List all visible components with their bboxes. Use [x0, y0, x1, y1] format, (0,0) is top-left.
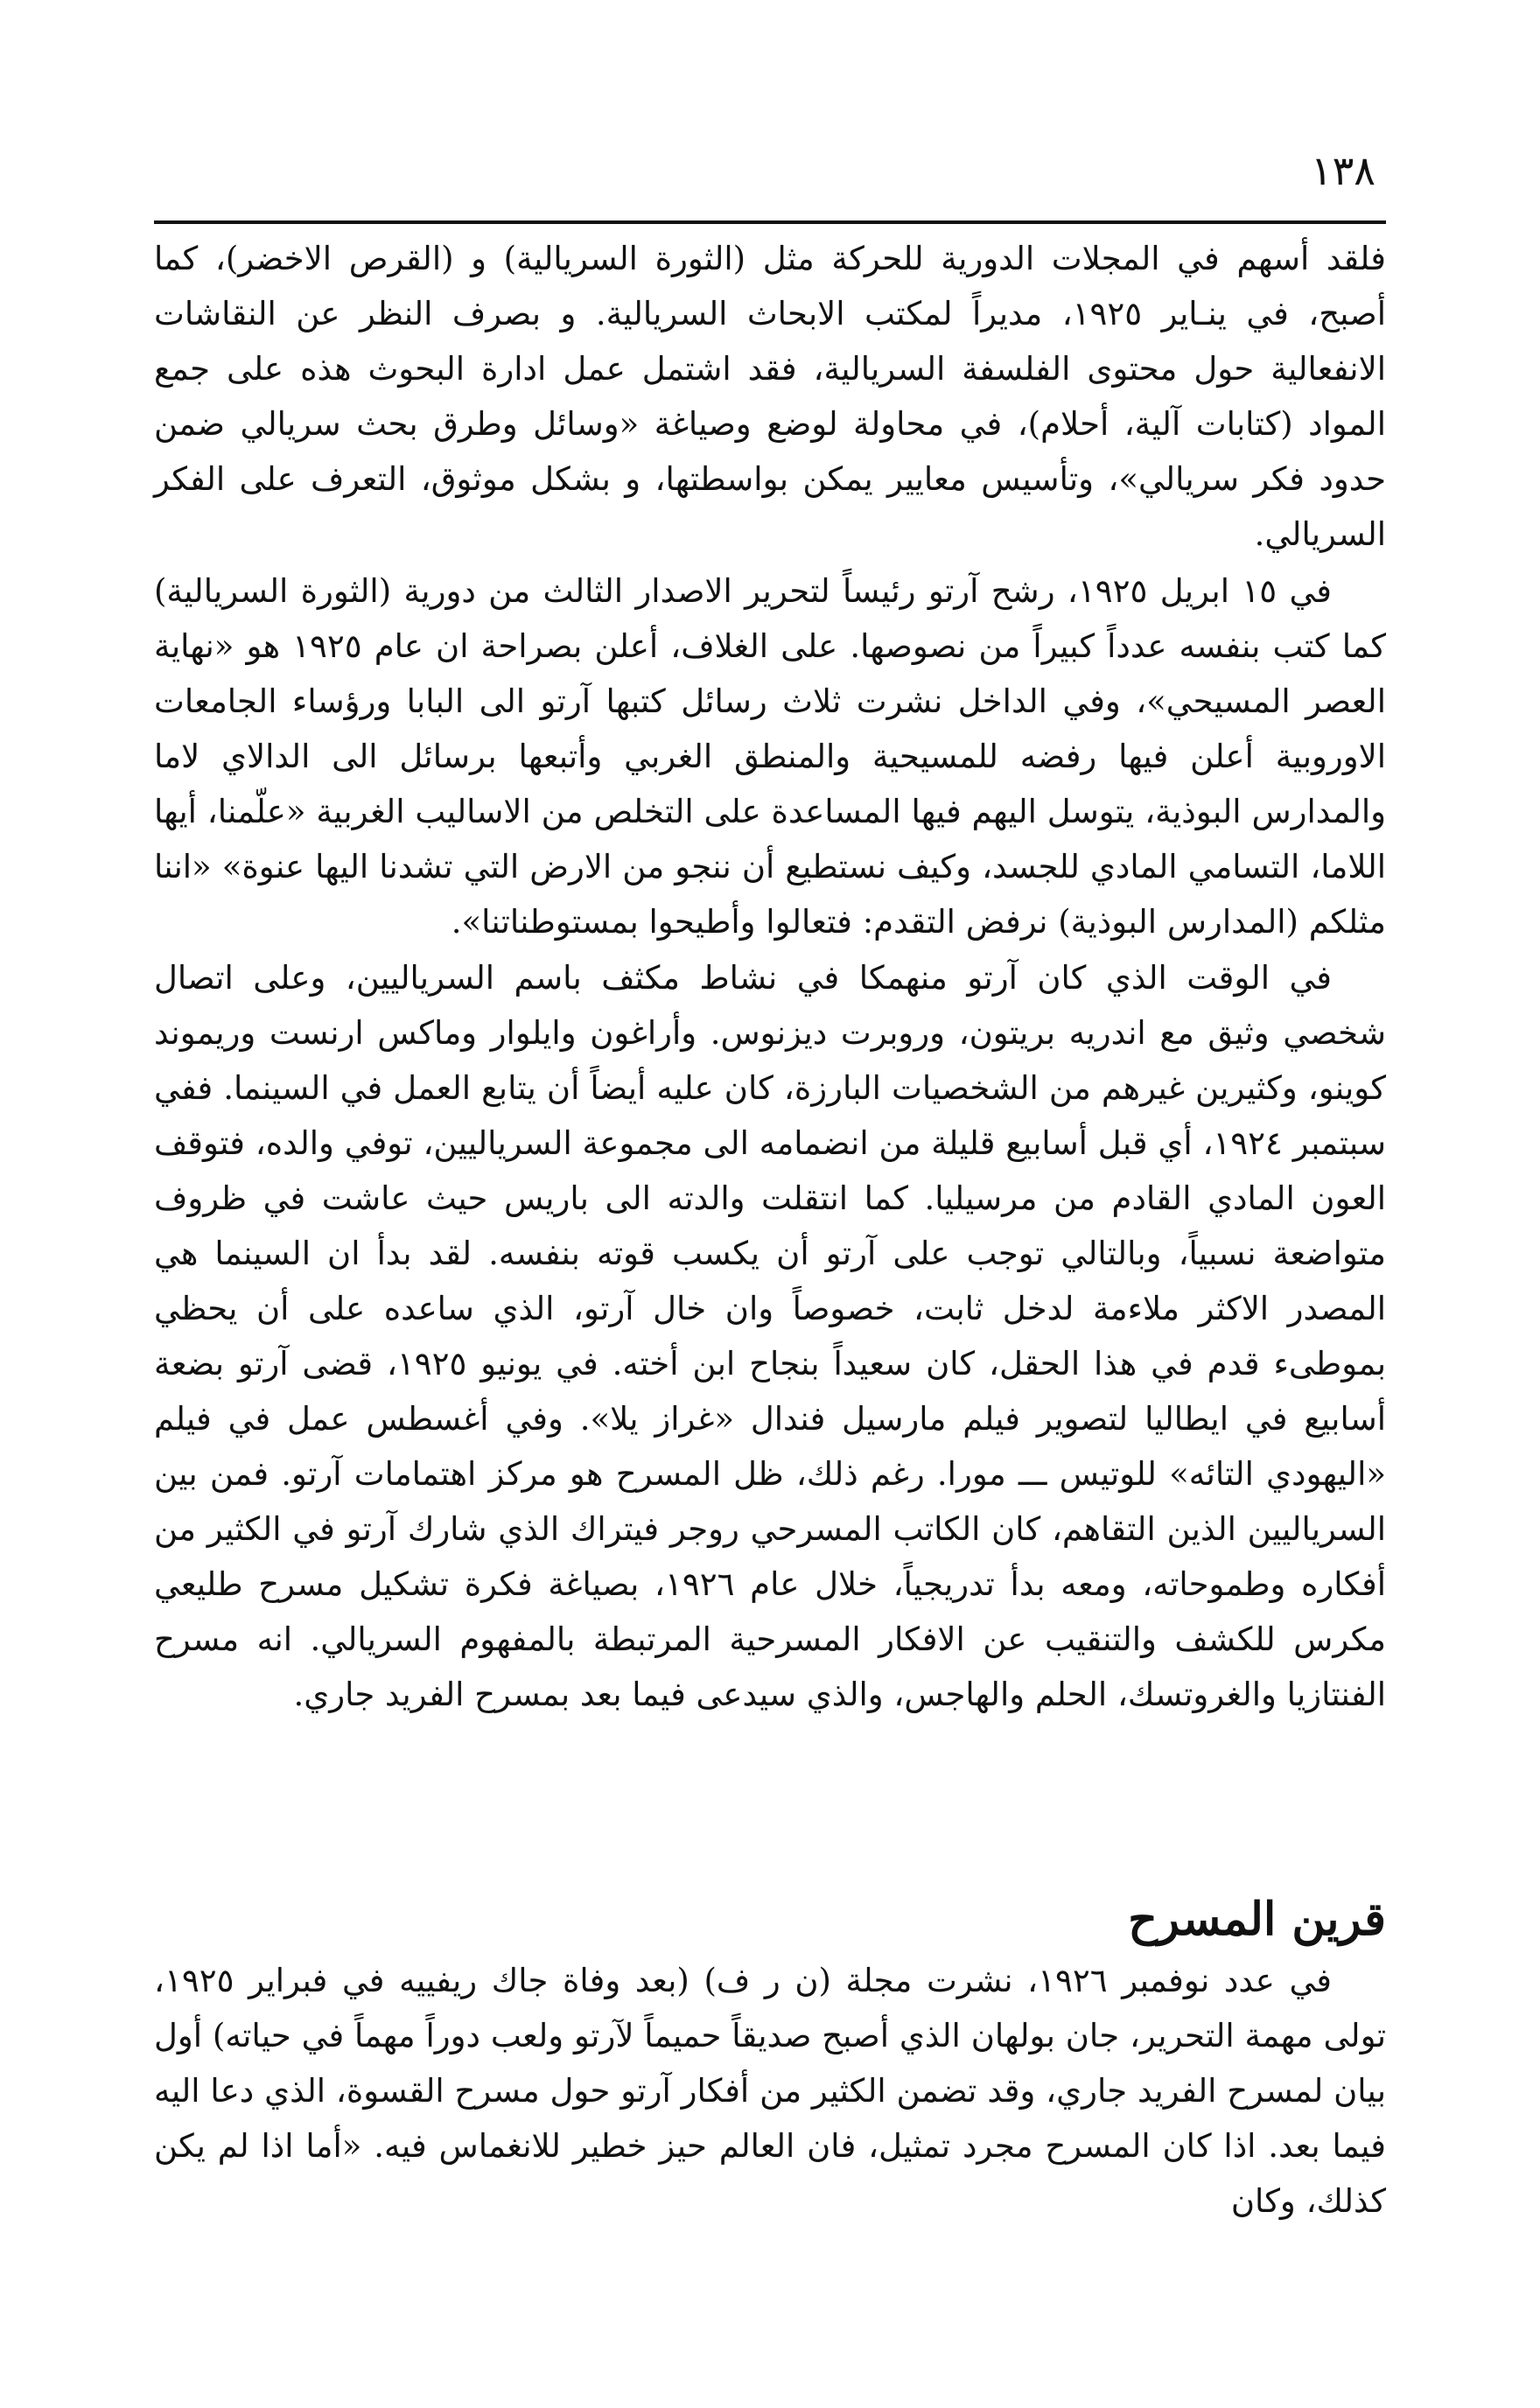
paragraph-text: في الوقت الذي كان آرتو منهمكا في نشاط مكثف باسم السرياليين، وعلى اتصال شخصي وثيق مع اندريه بريتون، وروبرت ديزنوس. وأراغون وايلوار وماكس ارنست وريموند كوينو، وكثيرين غيرهم من الشخصيات البارزة، كان عليه أيضاً أن يتابع العمل في السينما. ففي سبتمبر ١٩٢٤، أي قبل أسابيع قليلة من انضمامه الى مجموعة السرياليين، توفي والده، فتوقف العون المادي القادم من مرسيليا. كما انتقلت والدته الى باريس حيث عاشت في ظروف متواضعة نسبياً، وبالتالي توجب على آرتو أن يكسب قوته بنفسه. لقد بدأ ان السينما هي المصدر الاكثر ملاءمة لدخل ثابت، خصوصاً وان خال آرتو، الذي ساعده على أن يحظي بموطىء قدم في هذا الحقل، كان سعيداً بنجاح ابن أخته. في يونيو ١٩٢٥، قضى آرتو بضعة أسابيع في ايطاليا لتصوير فيلم مارسيل فندال «غراز يلا». وفي أغسطس عمل في فيلم «اليهودي التائه» للوتيس ـــ مورا. رغم ذلك، ظل المسرح هو مركز اهتمامات آرتو. فمن بين السرياليين الذين التقاهم، كان الكاتب المسرحي روجر فيتراك الذي شارك آرتو في الكثير من أفكاره وطموحاته، ومعه بدأ تدريجياً، خلال عام ١٩٢٦، بصياغة فكرة تشكيل مسرح طليعي مكرس للكشف والتنقيب عن الافكار المسرحية المرتبطة بالمفهوم السريالي. انه مسرح الفنتازيا والغروتسك، الحلم والهاجس، والذي سيدعى فيما بعد بمسرح الفريد جاري. — [154, 959, 1387, 1713]
paragraph-2 — [154, 564, 1386, 949]
paragraph-1 — [154, 231, 1386, 562]
section-paragraph — [154, 1953, 1386, 2229]
section-heading: قرين المسرح — [1128, 1893, 1386, 1946]
paragraph-text: فلقد أسهم في المجلات الدورية للحركة مثل (الثورة السريالية) و (القرص الاخضر)، كما أصبح، في ينـاير ١٩٢٥، مديراً لمكتب الابحاث السريالية. و بصرف النظر عن النقاشات الانفعالية حول محتوى الفلسفة السريالية، فقد اشتمل عمل ادارة البحوث هذه على جمع المواد (كتابات آلية، أحلام)، في محاولة لوضع وصياغة «وسائل وطرق بحث سريالي ضمن حدود فكر سريالي»، وتأسيس معايير يمكن بواسطتها، و بشكل موثوق، التعرف على الفكر السريالي. — [154, 240, 1386, 553]
paragraph-text: في ١٥ ابريل ١٩٢٥، رشح آرتو رئيساً لتحرير الاصدار الثالث من دورية (الثورة السريالية) كما كتب بنفسه عدداً كبيراً من نصوصها. على الغلاف، أعلن بصراحة ان عام ١٩٢٥ هو «نهاية العصر المسيحي»، وفي الداخل نشرت ثلاث رسائل كتبها آرتو الى البابا ورؤساء الجامعات الاوروبية أعلن فيها رفضه للمسيحية والمنطق الغربي وأتبعها برسائل الى الدالاي لاما والمدارس البوذية، يتوسل اليهم فيها المساعدة على التخلص من الاساليب الغربية «علّمنا، أيها اللاما، التسامي المادي للجسد، وكيف نستطيع أن ننجو من الارض التي تشدنا اليها عنوة» «اننا مثلكم (المدارس البوذية) نرفض التقدم: فتعالوا وأطيحوا بمستوطناتنا». — [154, 572, 1387, 941]
header-rule — [154, 220, 1386, 224]
paragraph-text: في عدد نوفمبر ١٩٢٦، نشرت مجلة (ن ر ف) (بعد وفاة جاك ريفييه في فبراير ١٩٢٥، تولى مهمة التحرير، جان بولهان الذي أصبح صديقاً حميماً لآرتو ولعب دوراً مهماً في حياته) أول بيان لمسرح الفريد جاري، وقد تضمن الكثير من أفكار آرتو حول مسرح القسوة، الذي دعا اليه فيما بعد. اذا كان المسرح مجرد تمثيل، فان العالم حيز خطير للانغماس فيه. «أما اذا لم يكن كذلك، وكان — [154, 1962, 1386, 2220]
paragraph-3 — [154, 950, 1386, 1722]
page-number: ١٣٨ — [1310, 147, 1376, 194]
